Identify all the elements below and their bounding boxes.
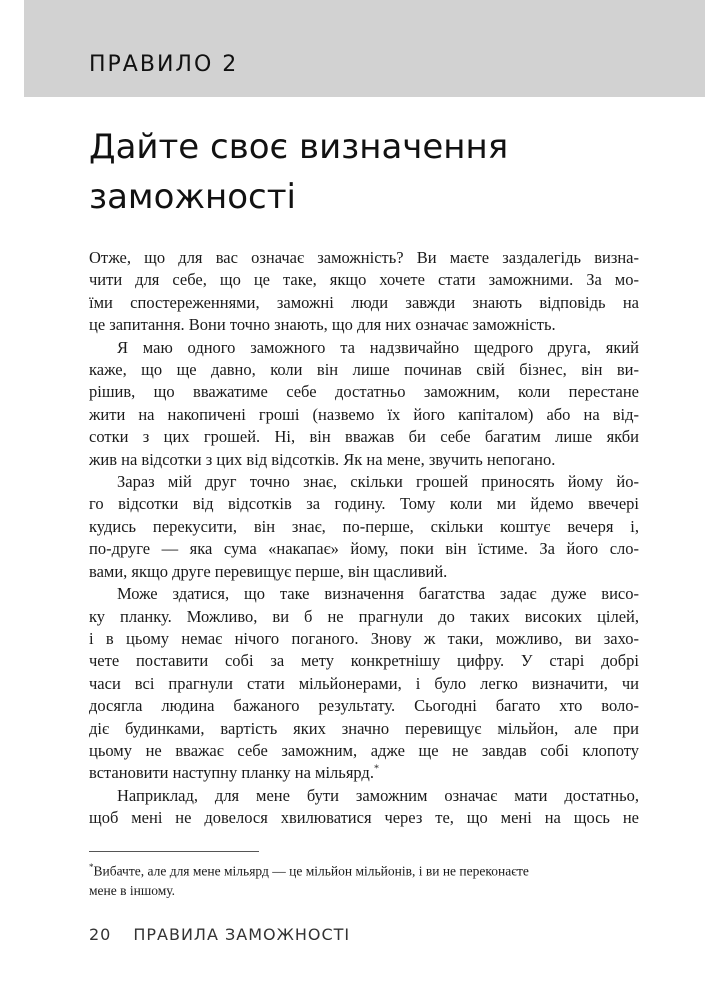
text-line: го відсотки від відсотків за годину. Тому коли ми йдемо ввечері	[89, 494, 639, 514]
text-line: Може здатися, що таке визначення багатства задає дуже висо-	[117, 584, 639, 604]
paragraph-2	[89, 337, 639, 471]
text-line: і в цьому немає нічого поганого. Знову ж таки, можливо, ви захо-	[89, 628, 639, 648]
footnote-divider	[89, 851, 259, 852]
text-line: чете поставити собі за мету конкретнішу цифру. У старі добрі	[89, 651, 639, 671]
text-line: рішив, що вважатиме себе достатньо заможним, коли перестане	[89, 382, 639, 402]
text-line: досягла людина бажаного результату. Сьогодні багато хто воло-	[89, 696, 639, 716]
footnote	[89, 858, 649, 900]
text-line: по-друге — яка сума «накапає» йому, поки він їстиме. За його сло-	[89, 539, 639, 559]
text-line: часи всі прагнули стати мільйонерами, і було легко визначити, чи	[89, 673, 639, 693]
text-line: щоб мені не довелося хвилюватися через те, що мені на щось не	[89, 808, 639, 828]
page-footer	[89, 925, 350, 944]
paragraph-3	[89, 471, 639, 583]
page-number: 20	[89, 925, 112, 944]
paragraph-1	[89, 247, 639, 337]
footnote-marker[interactable]: *	[373, 763, 379, 775]
paragraph-4	[89, 583, 639, 785]
header-band	[24, 0, 705, 97]
text-line: ку планку. Можливо, ви б не прагнули до таких високих цілей,	[89, 606, 639, 626]
footnote-line: мене в іншому.	[89, 882, 176, 898]
text-line: вами, якщо друге перевищує перше, він щасливий.	[89, 561, 448, 581]
paragraph-5	[89, 785, 639, 830]
text-line-content: встановити наступну планку на мільярд.	[89, 763, 374, 783]
text-line: це запитання. Вони точно знають, що для них означає заможність.	[89, 315, 556, 335]
text-line: чити для себе, що це таке, якщо хочете стати заможними. За мо-	[89, 270, 639, 290]
text-line: жити на накопичені гроші (назвемо їх його капіталом) або на від-	[89, 404, 639, 424]
rule-label: ПРАВИЛО 2	[89, 52, 239, 77]
text-line: Наприклад, для мене бути заможним означає мати достатньо,	[117, 785, 639, 805]
text-line: Зараз мій друг точно знає, скільки грошей приносять йому йо-	[117, 472, 639, 492]
text-line: каже, що ще давно, коли він лише починав свій бізнес, він ви-	[89, 360, 639, 380]
text-line	[89, 762, 639, 784]
footnote-line	[89, 858, 649, 881]
footnote-symbol: *	[89, 862, 94, 872]
text-line: Отже, що для вас означає заможність? Ви маєте заздалегідь визна-	[89, 248, 639, 267]
running-title: ПРАВИЛА ЗАМОЖНОСТІ	[133, 925, 351, 944]
chapter-title	[89, 122, 649, 222]
text-line: цьому не вважає себе заможним, адже ще не завдав собі клопоту	[89, 740, 639, 760]
text-line: їми спостереженнями, заможні люди завжди знають відповідь на	[89, 292, 639, 312]
chapter-title-line: заможності	[89, 177, 296, 217]
text-line: Я маю одного заможного та надзвичайно щедрого друга, який	[117, 337, 639, 357]
text-line: діє будинками, вартість яких значно перевищує мільйон, але при	[89, 718, 639, 738]
body-text	[89, 247, 639, 830]
text-line: кудись перекусити, він знає, по-перше, скільки коштує вечеря і,	[89, 516, 639, 536]
text-line: жив на відсотки з цих від відсотків. Як на мене, звучить непогано.	[89, 449, 556, 469]
footnote-line-text: Вибачте, але для мене мільярд — це мільйон мільйонів, і ви не переконаєте	[93, 863, 529, 879]
text-line: сотки з цих грошей. Ні, він вважав би себе багатим лише якби	[89, 427, 639, 447]
chapter-title-line: Дайте своє визначення	[89, 127, 509, 167]
